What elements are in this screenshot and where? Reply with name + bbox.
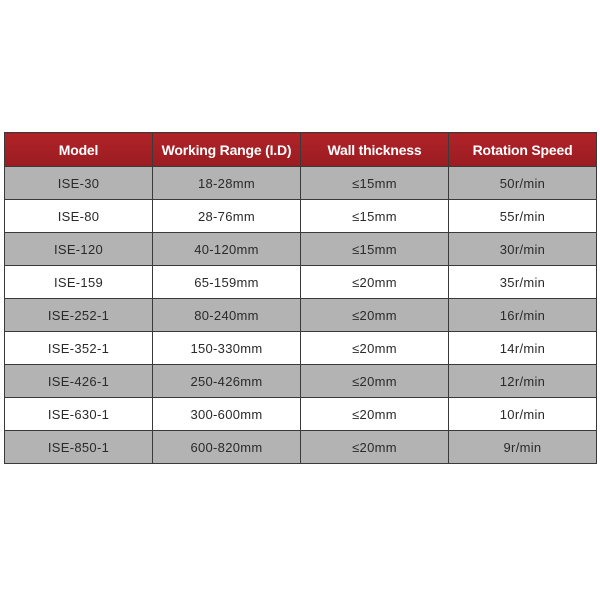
cell-working-range: 300-600mm [153,398,301,431]
cell-working-range: 80-240mm [153,299,301,332]
header-row [5,133,597,167]
cell-rotation-speed: 55r/min [449,200,597,233]
cell-working-range: 40-120mm [153,233,301,266]
cell-wall-thickness: ≤15mm [301,167,449,200]
cell-model: ISE-426-1 [5,365,153,398]
cell-model: ISE-80 [5,200,153,233]
cell-rotation-speed: 35r/min [449,266,597,299]
cell-rotation-speed: 50r/min [449,167,597,200]
cell-rotation-speed: 16r/min [449,299,597,332]
header-working-range: Working Range (I.D) [153,133,301,167]
cell-working-range: 28-76mm [153,200,301,233]
table-row [5,365,597,398]
cell-rotation-speed: 10r/min [449,398,597,431]
cell-rotation-speed: 9r/min [449,431,597,464]
cell-model: ISE-30 [5,167,153,200]
cell-wall-thickness: ≤20mm [301,332,449,365]
cell-rotation-speed: 30r/min [449,233,597,266]
table-row [5,233,597,266]
cell-model: ISE-850-1 [5,431,153,464]
table-header [5,133,597,167]
cell-wall-thickness: ≤20mm [301,266,449,299]
cell-model: ISE-352-1 [5,332,153,365]
table-row [5,200,597,233]
cell-model: ISE-159 [5,266,153,299]
cell-working-range: 65-159mm [153,266,301,299]
cell-wall-thickness: ≤20mm [301,299,449,332]
header-rotation-speed: Rotation Speed [449,133,597,167]
cell-rotation-speed: 14r/min [449,332,597,365]
cell-rotation-speed: 12r/min [449,365,597,398]
cell-working-range: 600-820mm [153,431,301,464]
cell-working-range: 150-330mm [153,332,301,365]
table-row [5,398,597,431]
cell-wall-thickness: ≤20mm [301,398,449,431]
header-wall-thickness: Wall thickness [301,133,449,167]
table-row [5,167,597,200]
spec-table [4,132,597,464]
table-row [5,299,597,332]
cell-model: ISE-252-1 [5,299,153,332]
cell-model: ISE-630-1 [5,398,153,431]
cell-working-range: 250-426mm [153,365,301,398]
table-row [5,332,597,365]
cell-wall-thickness: ≤20mm [301,365,449,398]
cell-wall-thickness: ≤15mm [301,200,449,233]
cell-wall-thickness: ≤20mm [301,431,449,464]
table-body [5,167,597,464]
table-row [5,431,597,464]
table-row [5,266,597,299]
cell-wall-thickness: ≤15mm [301,233,449,266]
cell-working-range: 18-28mm [153,167,301,200]
cell-model: ISE-120 [5,233,153,266]
header-model: Model [5,133,153,167]
